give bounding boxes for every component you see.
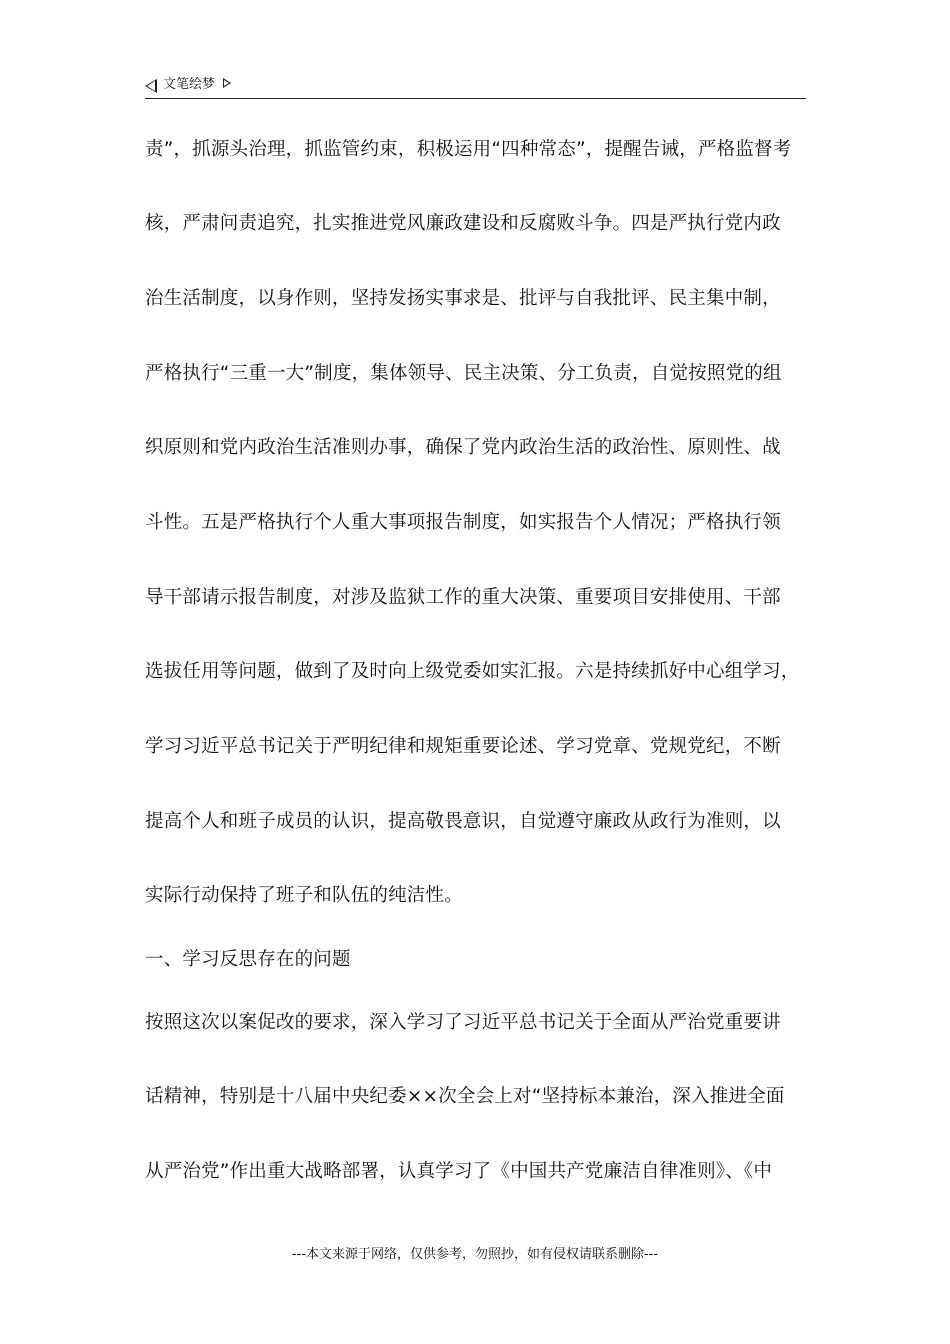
page-header: [145, 74, 806, 99]
triangle-left-icon: [145, 79, 157, 93]
body-line: 严格执行“三重一大”制度，集体领导、民主决策、分工负责，自觉按照党的组: [145, 363, 782, 384]
body-line: 提高个人和班子成员的认识，提高敬畏意识，自觉遵守廉政从政行为准则，以: [145, 811, 781, 832]
footer-disclaimer: ---本文来源于网络，仅供参考，勿照抄，如有侵权请联系删除---: [291, 1247, 659, 1262]
body-line: 学习习近平总书记关于严明纪律和规矩重要论述、学习党章、党规党纪，不断: [145, 736, 781, 757]
body-line: 责”，抓源头治理，抓监管约束，积极运用“四种常态”，提醒告诫，严格监督考: [145, 139, 792, 160]
header-title: 文笔绘梦: [163, 77, 216, 92]
body-line: 治生活制度，以身作则，坚持发扬实事求是、批评与自我批评、民主集中制，: [145, 288, 781, 309]
body-line: 核，严肃问责追究，扎实推进党风廉政建设和反腐败斗争。四是严执行党内政: [145, 213, 781, 234]
body-line: 选拔任用等问题，做到了及时向上级党委如实汇报。六是持续抓好中心组学习，: [145, 661, 800, 682]
section-line: 从严治党”作出重大战略部署，认真学习了《中国共产党廉洁自律准则》、《中: [145, 1161, 773, 1182]
body-line: 织原则和党内政治生活准则办事，确保了党内政治生活的政治性、原则性、战: [145, 437, 781, 458]
body-line: 导干部请示报告制度，对涉及监狱工作的重大决策、重要项目安排使用、干部: [145, 587, 781, 608]
body-line: 斗性。五是严格执行个人重大事项报告制度，如实报告个人情况；严格执行领: [145, 512, 781, 533]
section-line: 按照这次以案促改的要求，深入学习了习近平总书记关于全面从严治党重要讲: [145, 1012, 781, 1033]
body-line: 实际行动保持了班子和队伍的纯洁性。: [145, 885, 463, 906]
section-line: 话精神，特别是十八届中央纪委××次全会上对“坚持标本兼治，深入推进全面: [145, 1086, 785, 1107]
triangle-right-icon: [223, 78, 231, 88]
section-heading: 一、学习反思存在的问题: [145, 949, 351, 970]
